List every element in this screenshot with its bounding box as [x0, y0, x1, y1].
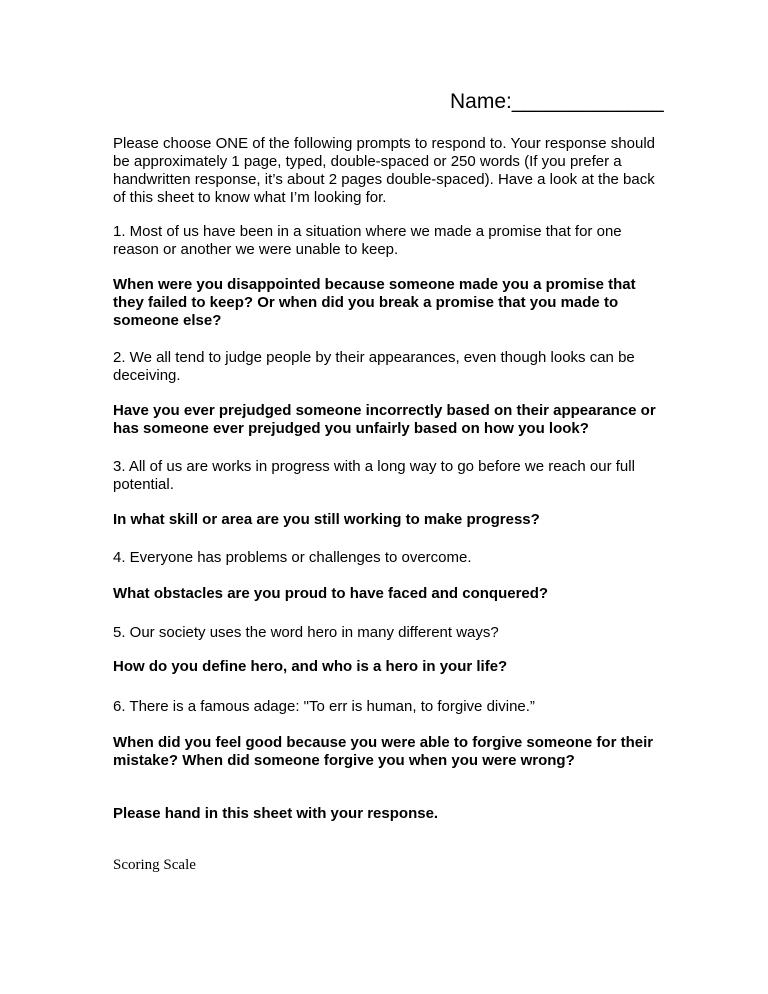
prompt-4-statement: 4. Everyone has problems or challenges to overcome.	[113, 549, 472, 566]
prompt-6-statement: 6. There is a famous adage: "To err is human, to forgive divine.”	[113, 698, 535, 715]
prompt-5-question: How do you define hero, and who is a hero in your life?	[113, 658, 508, 675]
prompt-3-statement: 3. All of us are works in progress with a long way to go before we reach our full potential.	[113, 458, 635, 493]
prompt-1-question: When were you disappointed because someone made you a promise that they failed to keep? Or when did you break a promise that you made to someone else?	[113, 276, 636, 329]
prompt-4-question: What obstacles are you proud to have faced and conquered?	[113, 585, 549, 602]
name-field-label: Name:_____________	[450, 90, 664, 113]
prompt-3-question: In what skill or area are you still working to make progress?	[113, 511, 540, 528]
prompt-1-statement: 1. Most of us have been in a situation where we made a promise that for one reason or another we were unable to keep.	[113, 223, 622, 258]
prompt-6-question: When did you feel good because you were able to forgive someone for their mistake? When did someone forgive you when you were wrong?	[113, 734, 654, 769]
instructions-paragraph: Please choose ONE of the following prompts to respond to. Your response should be approximately 1 page, typed, double-spaced or 250 words (If you prefer a handwritten response, it’s about 2 pages double-spaced). Have a look at the back of this sheet to know what I’m looking for.	[113, 135, 655, 206]
scoring-scale-heading: Scoring Scale	[113, 857, 196, 873]
prompt-2-question: Have you ever prejudged someone incorrectly based on their appearance or has someone ever prejudged you unfairly based on how you look?	[113, 402, 656, 437]
hand-in-instruction: Please hand in this sheet with your response.	[113, 805, 439, 822]
prompt-2-statement: 2. We all tend to judge people by their appearances, even though looks can be deceiving.	[113, 349, 635, 384]
prompt-5-statement: 5. Our society uses the word hero in many different ways?	[113, 624, 499, 641]
